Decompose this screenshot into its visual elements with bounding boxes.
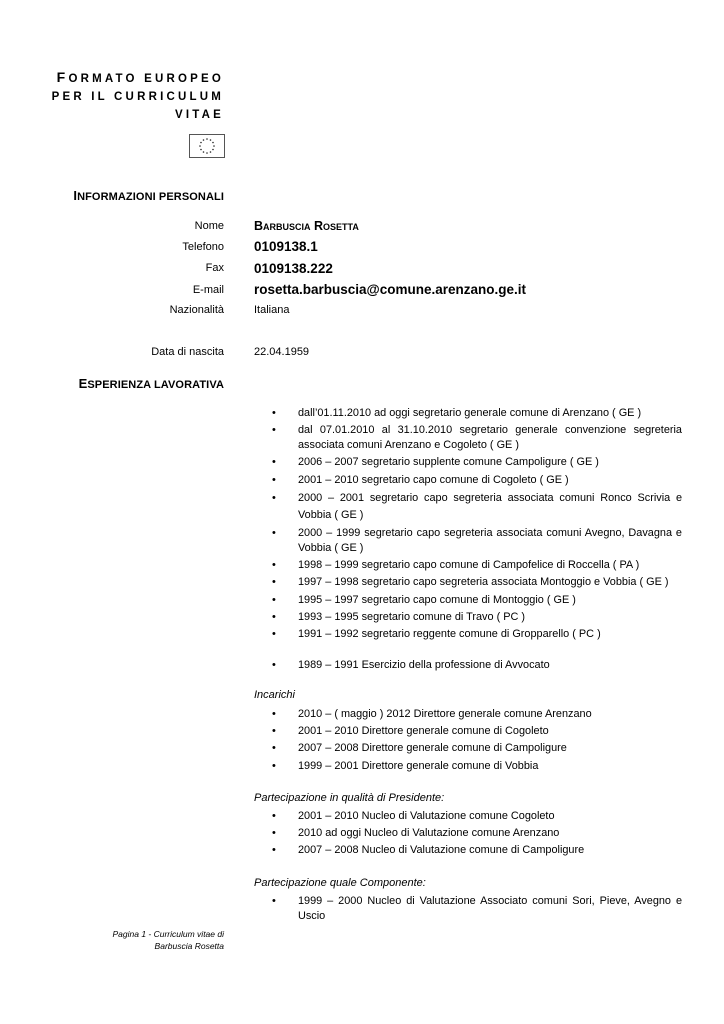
email-value: rosetta.barbuscia@comune.arenzano.ge.it <box>254 282 526 297</box>
email-label: E-mail <box>192 284 224 296</box>
list-item: • dall’01.11.2010 ad oggi segretario generale comune di Arenzano ( GE ) <box>254 406 682 421</box>
list-item: • 2007 – 2008 Direttore generale comune di Campoligure <box>254 741 682 756</box>
incarichi-list <box>254 707 682 776</box>
cv-title-line1: FORMATO EUROPEO <box>56 69 224 85</box>
list-item: • 2010 ad oggi Nucleo di Valutazione comune Arenzano <box>254 826 682 841</box>
list-item: • 2007 – 2008 Nucleo di Valutazione comune di Campoligure <box>254 843 682 858</box>
telefono-value: 0109138.1 <box>254 239 318 254</box>
presidente-list <box>254 809 682 861</box>
list-item: • 1989 – 1991 Esercizio della professione di Avvocato <box>254 658 682 673</box>
nazionalita-label: Nazionalità <box>169 304 224 316</box>
eu-flag-icon <box>189 134 225 158</box>
nascita-value: 22.04.1959 <box>254 346 310 358</box>
cv-title-line2: PER IL CURRICULUM <box>51 91 224 103</box>
list-item: • dal 07.01.2010 al 31.10.2010 segretario generale convenzione segreteria associata comuni Arenzano e Cogoleto ( GE ) <box>254 423 682 453</box>
footer-line2: Barbuscia Rosetta <box>154 941 224 951</box>
list-item: • 2000 – 1999 segretario capo segreteria associata comuni Avegno, Davagna e Vobbia ( GE ) <box>254 526 682 556</box>
list-item: • 1998 – 1999 segretario capo comune di Campofelice di Roccella ( PA ) <box>254 558 682 573</box>
componente-title: Partecipazione quale Componente: <box>254 877 426 889</box>
list-item: • 1991 – 1992 segretario reggente comune di Gropparello ( PC ) <box>254 627 682 642</box>
nascita-label: Data di nascita <box>151 346 224 358</box>
section-personal-info: INFORMAZIONI PERSONALI <box>73 188 224 203</box>
nome-label: Nome <box>194 220 224 232</box>
componente-list <box>254 894 682 926</box>
page-footer <box>113 928 225 952</box>
fax-label: Fax <box>205 262 224 274</box>
nome-value: Barbuscia Rosetta <box>254 219 359 233</box>
list-item: • 1993 – 1995 segretario comune di Travo ( PC ) <box>254 610 682 625</box>
experience-extra-list <box>254 658 682 675</box>
presidente-title: Partecipazione in qualità di Presidente: <box>254 792 445 804</box>
list-item: • 1999 – 2001 Direttore generale comune di Vobbia <box>254 759 682 774</box>
footer-line1: Pagina 1 - Curriculum vitae di <box>112 929 224 939</box>
list-item: • 1999 – 2000 Nucleo di Valutazione Associato comuni Sori, Pieve, Avegno e Uscio <box>254 894 682 924</box>
list-item: • 2001 – 2010 Nucleo di Valutazione comune Cogoleto <box>254 809 682 824</box>
list-item: • 2006 – 2007 segretario supplente comune Campoligure ( GE ) <box>254 455 682 470</box>
experience-list <box>254 406 682 644</box>
cv-title-line3: VITAE <box>174 109 224 121</box>
list-item: • 1995 – 1997 segretario capo comune di Montoggio ( GE ) <box>254 593 682 608</box>
list-item: • 2001 – 2010 Direttore generale comune di Cogoleto <box>254 724 682 739</box>
fax-value: 0109138.222 <box>254 261 333 276</box>
list-item: • 2001 – 2010 segretario capo comune di Cogoleto ( GE ) <box>254 473 682 488</box>
section-work-experience: ESPERIENZA LAVORATIVA <box>78 376 224 391</box>
incarichi-title: Incarichi <box>254 689 295 701</box>
list-item: • 2010 – ( maggio ) 2012 Direttore generale comune Arenzano <box>254 707 682 722</box>
cv-title <box>52 68 224 124</box>
telefono-label: Telefono <box>182 241 224 253</box>
list-item: • 1997 – 1998 segretario capo segreteria associata Montoggio e Vobbia ( GE ) <box>254 575 682 590</box>
nazionalita-value: Italiana <box>254 304 290 316</box>
list-item: • 2000 – 2001 segretario capo segreteria associata comuni Ronco Scrivia e Vobbia ( GE ) <box>254 490 682 524</box>
